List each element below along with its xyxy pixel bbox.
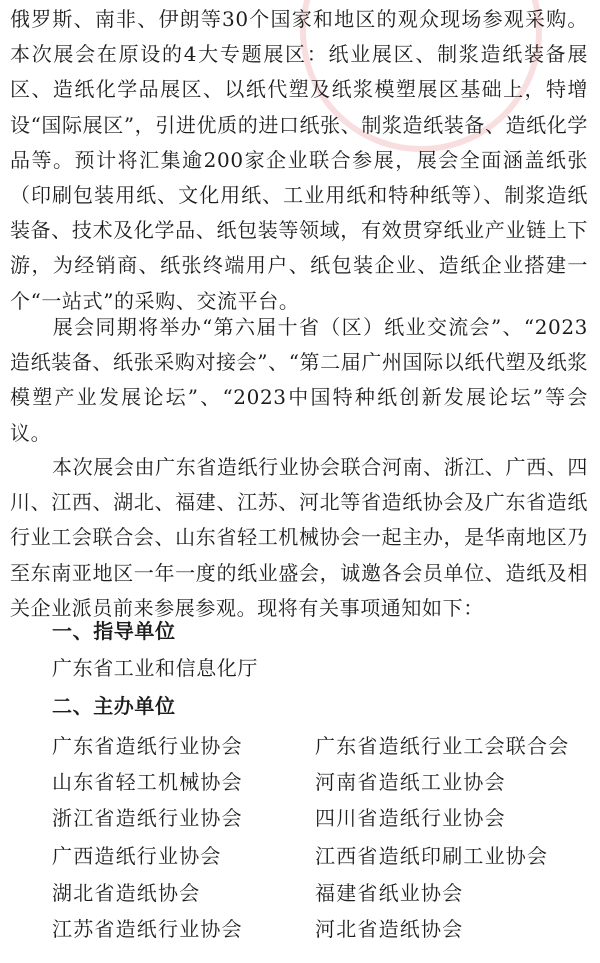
organizer-item: 湖北省造纸协会	[52, 881, 201, 905]
paragraph-concurrent-events	[10, 310, 588, 451]
organizer-item: 浙江省造纸行业协会	[52, 806, 243, 830]
organizer-item: 福建省纸业协会	[315, 881, 464, 905]
guide-unit: 广东省工业和信息化厅	[52, 656, 258, 680]
section-heading-guide: 一、指导单位	[52, 619, 176, 643]
organizer-item: 山东省轻工机械协会	[52, 770, 243, 794]
organizer-item: 河北省造纸协会	[315, 917, 464, 941]
organizer-item: 四川省造纸行业协会	[315, 806, 506, 830]
organizer-item: 河南省造纸工业协会	[315, 770, 506, 794]
organizer-item: 广东省造纸行业工会联合会	[315, 734, 570, 758]
section-heading-organizers: 二、主办单位	[52, 694, 176, 718]
organizer-item: 广东省造纸行业协会	[52, 734, 243, 758]
organizer-item: 广西造纸行业协会	[52, 844, 222, 868]
paragraph-organizers-intro	[10, 450, 588, 626]
paragraph-text: 本次展会由广东省造纸行业协会联合河南、浙江、广西、四川、江西、湖北、福建、江苏、河北等省造纸协会及广东省造纸行业工会联合会、山东省轻工机械协会一起主办，是华南地区乃至东南亚地区一年一度的纸业盛会，诚邀各会员单位、造纸及相关企业派员前来参展参观。现将有关事项通知如下：	[10, 455, 588, 620]
paragraph-text: 展会同期将举办“第六届十省（区）纸业交流会”、“2023造纸装备、纸张采购对接会”、“第二届广州国际以纸代塑及纸浆模塑产业发展论坛”、“2023中国特种纸创新发展论坛”等会议。	[10, 315, 588, 445]
paragraph-text: 俄罗斯、南非、伊朗等30个国家和地区的观众现场参观采购。本次展会在原设的4大专题展区：纸业展区、制浆造纸装备展区、造纸化学品展区、以纸代塑及纸浆模塑展区基础上，特增设“国际展区”，引进优质的进口纸张、制浆造纸装备、造纸化学品等。预计将汇集逾200家企业联合参展，展会全面涵盖纸张（印刷包装用纸、文化用纸、工业用纸和特种纸等）、制浆造纸装备、技术及化学品、纸包装等领域，有效贯穿纸业产业链上下游，为经销商、纸张终端用户、纸包装企业、造纸企业搭建一个“一站式”的采购、交流平台。	[10, 7, 588, 313]
organizer-item: 江西省造纸印刷工业协会	[315, 844, 549, 868]
paragraph-exhibition-overview	[10, 2, 588, 319]
organizer-item: 江苏省造纸行业协会	[52, 917, 243, 941]
